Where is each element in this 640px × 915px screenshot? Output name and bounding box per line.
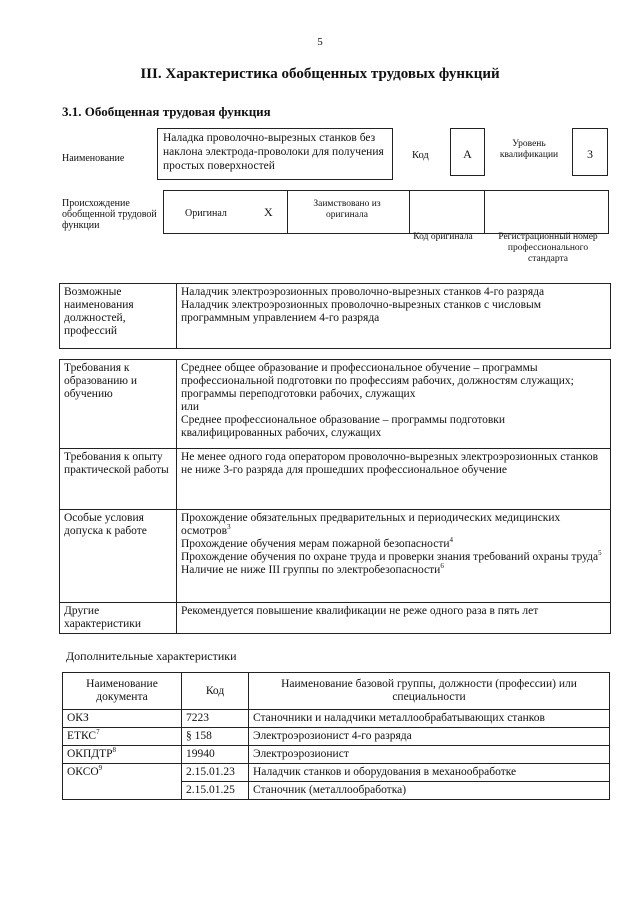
requirement-line: Прохождение обучения по охране труда и проверки знания требований охраны труда$^5$ bbox=[181, 549, 602, 563]
positions-table bbox=[59, 283, 611, 349]
footnote-ref: 6 bbox=[440, 562, 444, 571]
doc-cell: ОКПДТР$^8$ bbox=[63, 746, 182, 764]
reg-number-label: Регистрационный номер профессионального стандарта bbox=[498, 232, 598, 264]
header-document: Наименование документа bbox=[63, 673, 182, 710]
header-name: Наименование базовой группы, должности (профессии) или специальности bbox=[249, 673, 610, 710]
requirement-row bbox=[60, 449, 611, 510]
name-label: Наименование bbox=[62, 153, 125, 164]
requirement-line: Прохождение обучения мерам пожарной безопасности$^4$ bbox=[181, 536, 454, 550]
table-row bbox=[63, 746, 610, 764]
additional-table bbox=[62, 672, 610, 800]
requirement-row bbox=[60, 603, 611, 634]
code-value: A bbox=[463, 147, 472, 161]
positions-label: Возможные наименования должностей, профессий bbox=[60, 284, 177, 349]
name-cell: Электроэрозионист 4-го разряда bbox=[249, 728, 610, 746]
requirement-line: или bbox=[181, 401, 200, 413]
header-code: Код bbox=[182, 673, 249, 710]
code-cell: 2.15.01.25 bbox=[182, 782, 249, 800]
requirement-label: Требования к образованию и обучению bbox=[60, 360, 177, 449]
requirement-line: Не менее одного года оператором проволочно-вырезных электроэрозионных станков не ниже 3-го разряда для прошедших профессиональное обучение bbox=[181, 451, 599, 476]
requirement-label: Требования к опыту практической работы bbox=[60, 449, 177, 510]
name-cell: Электроэрозионист bbox=[249, 746, 610, 764]
name-cell: Наладчик станков и оборудования в механообработке bbox=[249, 764, 610, 782]
doc-cell: ОКЗ bbox=[63, 710, 182, 728]
requirement-cell bbox=[177, 360, 611, 449]
footnote-ref: 5 bbox=[598, 549, 602, 558]
requirement-line: Прохождение обязательных предварительных и периодических медицинских осмотров$^3$ bbox=[181, 512, 561, 537]
requirement-cell bbox=[177, 510, 611, 603]
code-cell: 2.15.01.23 bbox=[182, 764, 249, 782]
subsection-title: 3.1. Обобщенная трудовая функция bbox=[62, 104, 271, 119]
footnote-ref: 3 bbox=[227, 523, 231, 532]
requirement-cell bbox=[177, 603, 611, 634]
requirement-label: Особые условия допуска к работе bbox=[60, 510, 177, 603]
doc-cell: ОКСО$^9$ bbox=[63, 764, 182, 800]
requirement-line: Среднее общее образование и профессиональное обучение – программы профессиональной подготовки по профессиям рабочих, должностям служащих; программы переподготовки рабочих, служащих bbox=[181, 362, 574, 400]
table-row bbox=[63, 728, 610, 746]
page-number: 5 bbox=[317, 36, 323, 48]
position-line: Наладчик электроэрозионных проволочно-вырезных станков 4-го разряда bbox=[181, 286, 545, 298]
requirements-table bbox=[59, 359, 611, 634]
position-line: Наладчик электроэрозионных проволочно-вырезных станков с числовым программным управлением 4-го разряда bbox=[181, 299, 542, 324]
additional-header-row bbox=[63, 673, 610, 710]
requirement-row bbox=[60, 510, 611, 603]
requirement-line: Наличие не ниже III группы по электробезопасности$^6$ bbox=[181, 562, 444, 576]
level-label: Уровень квалификации bbox=[499, 139, 559, 160]
function-name-box bbox=[157, 128, 393, 180]
original-mark: X bbox=[264, 205, 273, 219]
table-row bbox=[63, 764, 610, 782]
code-label: Код bbox=[412, 150, 429, 161]
requirement-line: Рекомендуется повышение квалификации не реже одного раза в пять лет bbox=[181, 605, 539, 617]
requirement-row bbox=[60, 360, 611, 449]
level-box bbox=[572, 128, 608, 176]
requirement-line: Среднее профессиональное образование – программы подготовки квалифицированных рабочих, служащих bbox=[181, 414, 506, 439]
original-label: Оригинал bbox=[185, 208, 227, 219]
positions-row bbox=[60, 284, 611, 349]
code-original-label: Код оригинала bbox=[413, 232, 473, 242]
requirement-cell bbox=[177, 449, 611, 510]
borrowed-label: Заимствовано из оригинала bbox=[313, 199, 381, 220]
name-cell: Станочник (металлообработка) bbox=[249, 782, 610, 800]
origin-label: Происхождение обобщенной трудовой функции bbox=[62, 198, 157, 231]
name-cell: Станочники и наладчики металлообрабатывающих станков bbox=[249, 710, 610, 728]
footnote-ref: 4 bbox=[449, 536, 454, 545]
positions-cell bbox=[177, 284, 611, 349]
section-title: III. Характеристика обобщенных трудовых функций bbox=[140, 66, 500, 82]
doc-cell: ЕТКС$^7$ bbox=[63, 728, 182, 746]
requirement-label: Другие характеристики bbox=[60, 603, 177, 634]
code-cell: 19940 bbox=[182, 746, 249, 764]
additional-title: Дополнительные характеристики bbox=[66, 649, 237, 663]
code-cell: § 158 bbox=[182, 728, 249, 746]
code-cell: 7223 bbox=[182, 710, 249, 728]
code-box bbox=[450, 128, 485, 176]
function-name-value: Наладка проволочно-вырезных станков без наклона электрода-проволоки для получения простых поверхностей bbox=[163, 132, 384, 172]
table-row bbox=[63, 710, 610, 728]
level-value: 3 bbox=[587, 147, 593, 161]
